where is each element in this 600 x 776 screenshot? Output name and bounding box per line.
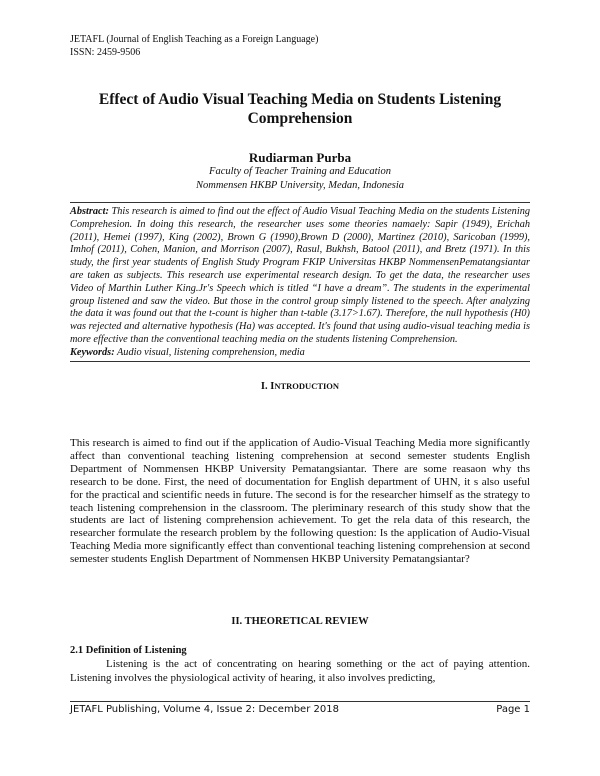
intro-number: I. <box>260 381 268 392</box>
introduction-paragraph: This research is aimed to find out if the application of Audio-Visual Teaching Media more significantly affect than conventional teaching listening comprehension at second semester students English Department of Nommensen HKBP University Pematangsiantar. There are some reasaon why ths research to be done. First, the need of documentation for English department of UHN, it s also useful for the practical and scientific needs in future. The second is for the researcher himself as the strategy to teach listening comprehension in the classroom. The pleriminary research of this study show that the students are lact of listening comprehension achievement. To get the rela data of this research, the researcher formulate the research problem by the following question: Is the application of Audio-Visual Teaching Media more significantly effect than conventional teaching listening comprehension at second semester students English Department of Nommensen HKBP University Pematangsiantar? <box>70 437 530 566</box>
author-name: Rudiarman Purba <box>248 150 352 165</box>
issn: ISSN: 2459-9506 <box>70 46 141 58</box>
section-heading-theoretical-review: II. THEORETICAL REVIEW <box>231 616 369 627</box>
intro-first-letter: I <box>270 381 275 392</box>
abstract-top-rule <box>70 202 530 203</box>
footer-rule <box>70 701 530 702</box>
abstract-block <box>70 206 530 360</box>
affiliation-faculty: Faculty of Teacher Training and Education <box>209 166 391 177</box>
footer-publication: JETAFL Publishing, Volume 4, Issue 2: December 2018 <box>70 704 339 715</box>
journal-header <box>70 34 318 59</box>
abstract-text: This research is aimed to find out the effect of Audio Visual Teaching Media on the students Listening Comprehesion. In doing this research, the researcher uses some theories namaely: Sapir (1949), Erichah (2011), Hemei (1997), King (2002), Brown G (1990),Brown D (2000), Martinez (2010), Saricoban (1999), Imhof (2011), Cohen, Manion, and Morrison (2007), Rasul, Bukhsh, Batool (2011), and Bretz (1971). In this study, the first year students of English Study Program FKIP Universitas HKBP NommensenPematangsiantar are taken as subjects. This research use experimental research design. To get the data, the researcher uses Video of Marthin Luther King.Jr's Speech which is titled “I have a dream”. The students in the experimental group listened and saw the video. But those in the control group simply listened to the speech. After analyzing the data it was found out that the t-count is higher than t-table (3.17>1.67). Therefore, the null hypothesis (H0) was rejected and alternative hypothesis (Ha) was accepted. It's found that using audio-visual teaching media is more effective than the conventional teaching media on the students listening Comprehension. <box>70 206 530 345</box>
page-number: Page 1 <box>496 704 530 715</box>
title-line-2: Comprehension <box>247 109 353 127</box>
paper-title <box>60 91 540 128</box>
intro-rest: NTRODUCTION <box>274 381 340 391</box>
section-heading-introduction <box>0 381 600 392</box>
subsection-heading-listening: 2.1 Definition of Listening <box>70 645 187 656</box>
abstract-bottom-rule <box>70 361 530 362</box>
keywords-label: Keywords: <box>70 346 115 358</box>
keywords-text: Audio visual, listening comprehension, media <box>117 346 305 358</box>
affiliation-university: Nommensen HKBP University, Medan, Indonesia <box>195 180 405 191</box>
keywords-line <box>70 347 530 360</box>
title-line-1: Effect of Audio Visual Teaching Media on Students Listening <box>98 91 502 108</box>
abstract-label: Abstract: <box>70 206 109 217</box>
journal-name: JETAFL (Journal of English Teaching as a Foreign Language) <box>70 34 319 45</box>
abstract-paragraph <box>70 206 530 347</box>
listening-paragraph: Listening is the act of concentrating on hearing something or the act of paying attention. Listening involves the physiological activity of hearing, it also involves predicting, <box>70 658 530 684</box>
page-footer <box>70 704 530 715</box>
